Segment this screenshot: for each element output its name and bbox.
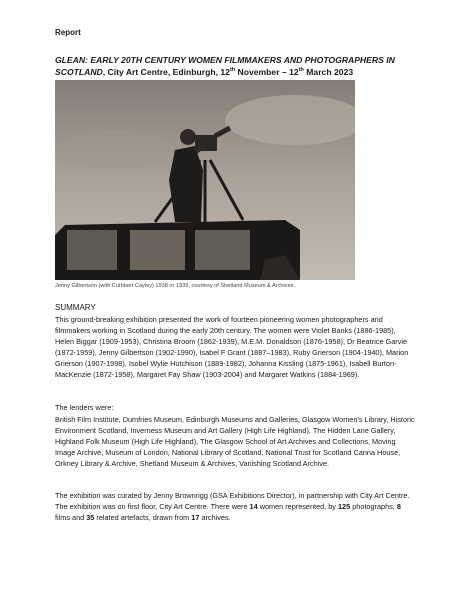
photograph-icon: [55, 80, 355, 280]
count-films: 8: [396, 502, 401, 512]
curation-text: women represented, by: [257, 502, 338, 512]
exhibition-heading: [55, 55, 415, 78]
count-artefacts: 35: [86, 513, 95, 523]
exhibition-title: GLEAN: EARLY 20TH CENTURY WOMEN FILMMAKERS AND PHOTOGRAPHERS IN SCOTLAND: [55, 55, 395, 77]
count-women: 14: [249, 502, 258, 512]
report-label: Report: [55, 28, 81, 37]
exhibition-venue: City Art Centre, Edinburgh: [107, 66, 216, 77]
lenders-paragraph: British Film Institute, Dumfries Museum, Edinburgh Museums and Galleries, Glasgow Women’s Library, Historic Environment Scotland, Inverness Museum and Art Gallery (High Life Highland), The Hidden Lane Gallery, Highland Folk Museum (High Life Highland), The Glasgow School of Art Archives and Collections, Moving Image Archive, Museum of London, National Library of Scotland, National Trust for Scotland Canna House, Orkney Library & Archive, Shetland Museum & Archives, Vanishing Scotland Archive.: [55, 415, 415, 469]
curation-text: The exhibition was curated by Jenny Brownrigg (GSA Exhibitions Director), in partnership with City Art Centre. The exhibition was on first floor, City Art Centre. There were: [55, 491, 410, 512]
heading-separator: ,: [215, 66, 221, 77]
lenders-heading: The lenders were:: [55, 403, 114, 412]
date-end-day: 12: [289, 66, 299, 77]
heading-separator: ,: [102, 66, 108, 77]
curation-text: films and: [55, 513, 87, 523]
curation-text: related artefacts, drawn from: [94, 513, 192, 523]
summary-heading: SUMMARY: [55, 303, 96, 312]
date-start-day: 12: [220, 66, 230, 77]
exhibition-dates: [220, 67, 353, 77]
count-photographs: 125: [337, 502, 351, 512]
curation-text: photographs,: [350, 502, 397, 512]
archival-photograph: [55, 80, 355, 280]
date-end-rest: March 2023: [303, 66, 354, 77]
curation-paragraph: [55, 490, 415, 523]
photo-caption: Jenny Gilbertson (with Cuthbert Cayley) 1938 or 1939, courtesy of Shetland Museum & Archives.: [55, 283, 296, 289]
date-start-month: November –: [235, 66, 290, 77]
summary-paragraph: This ground-breaking exhibition presented the work of fourteen pioneering women photographers and filmmakers working in Scotland during the early 20th century. The women were Violet Banks (1886-1985), Helen Biggar (1909-1953), Christina Broom (1862-1939), M.E.M. Donaldson (1876-1958), Dr Beatrice Garvie (1872-1959), Jenny Gilbertson (1902-1990), Isabel F Grant (1887–1983), Ruby Grierson (1904-1940), Marion Grierson (1907-1998), Isobel Wylie Hutchison (1889-1982), Johanna Kissling (1875-1961), Isabell Burton-MacKenzie (1872-1958), Margaret Fay Shaw (1903-2004) and Margaret Watkins (1884-1969).: [55, 315, 409, 380]
curation-text: archives.: [199, 513, 231, 523]
date-end-suffix: th: [298, 66, 304, 73]
date-start-suffix: th: [229, 66, 236, 73]
count-archives: 17: [191, 513, 200, 523]
